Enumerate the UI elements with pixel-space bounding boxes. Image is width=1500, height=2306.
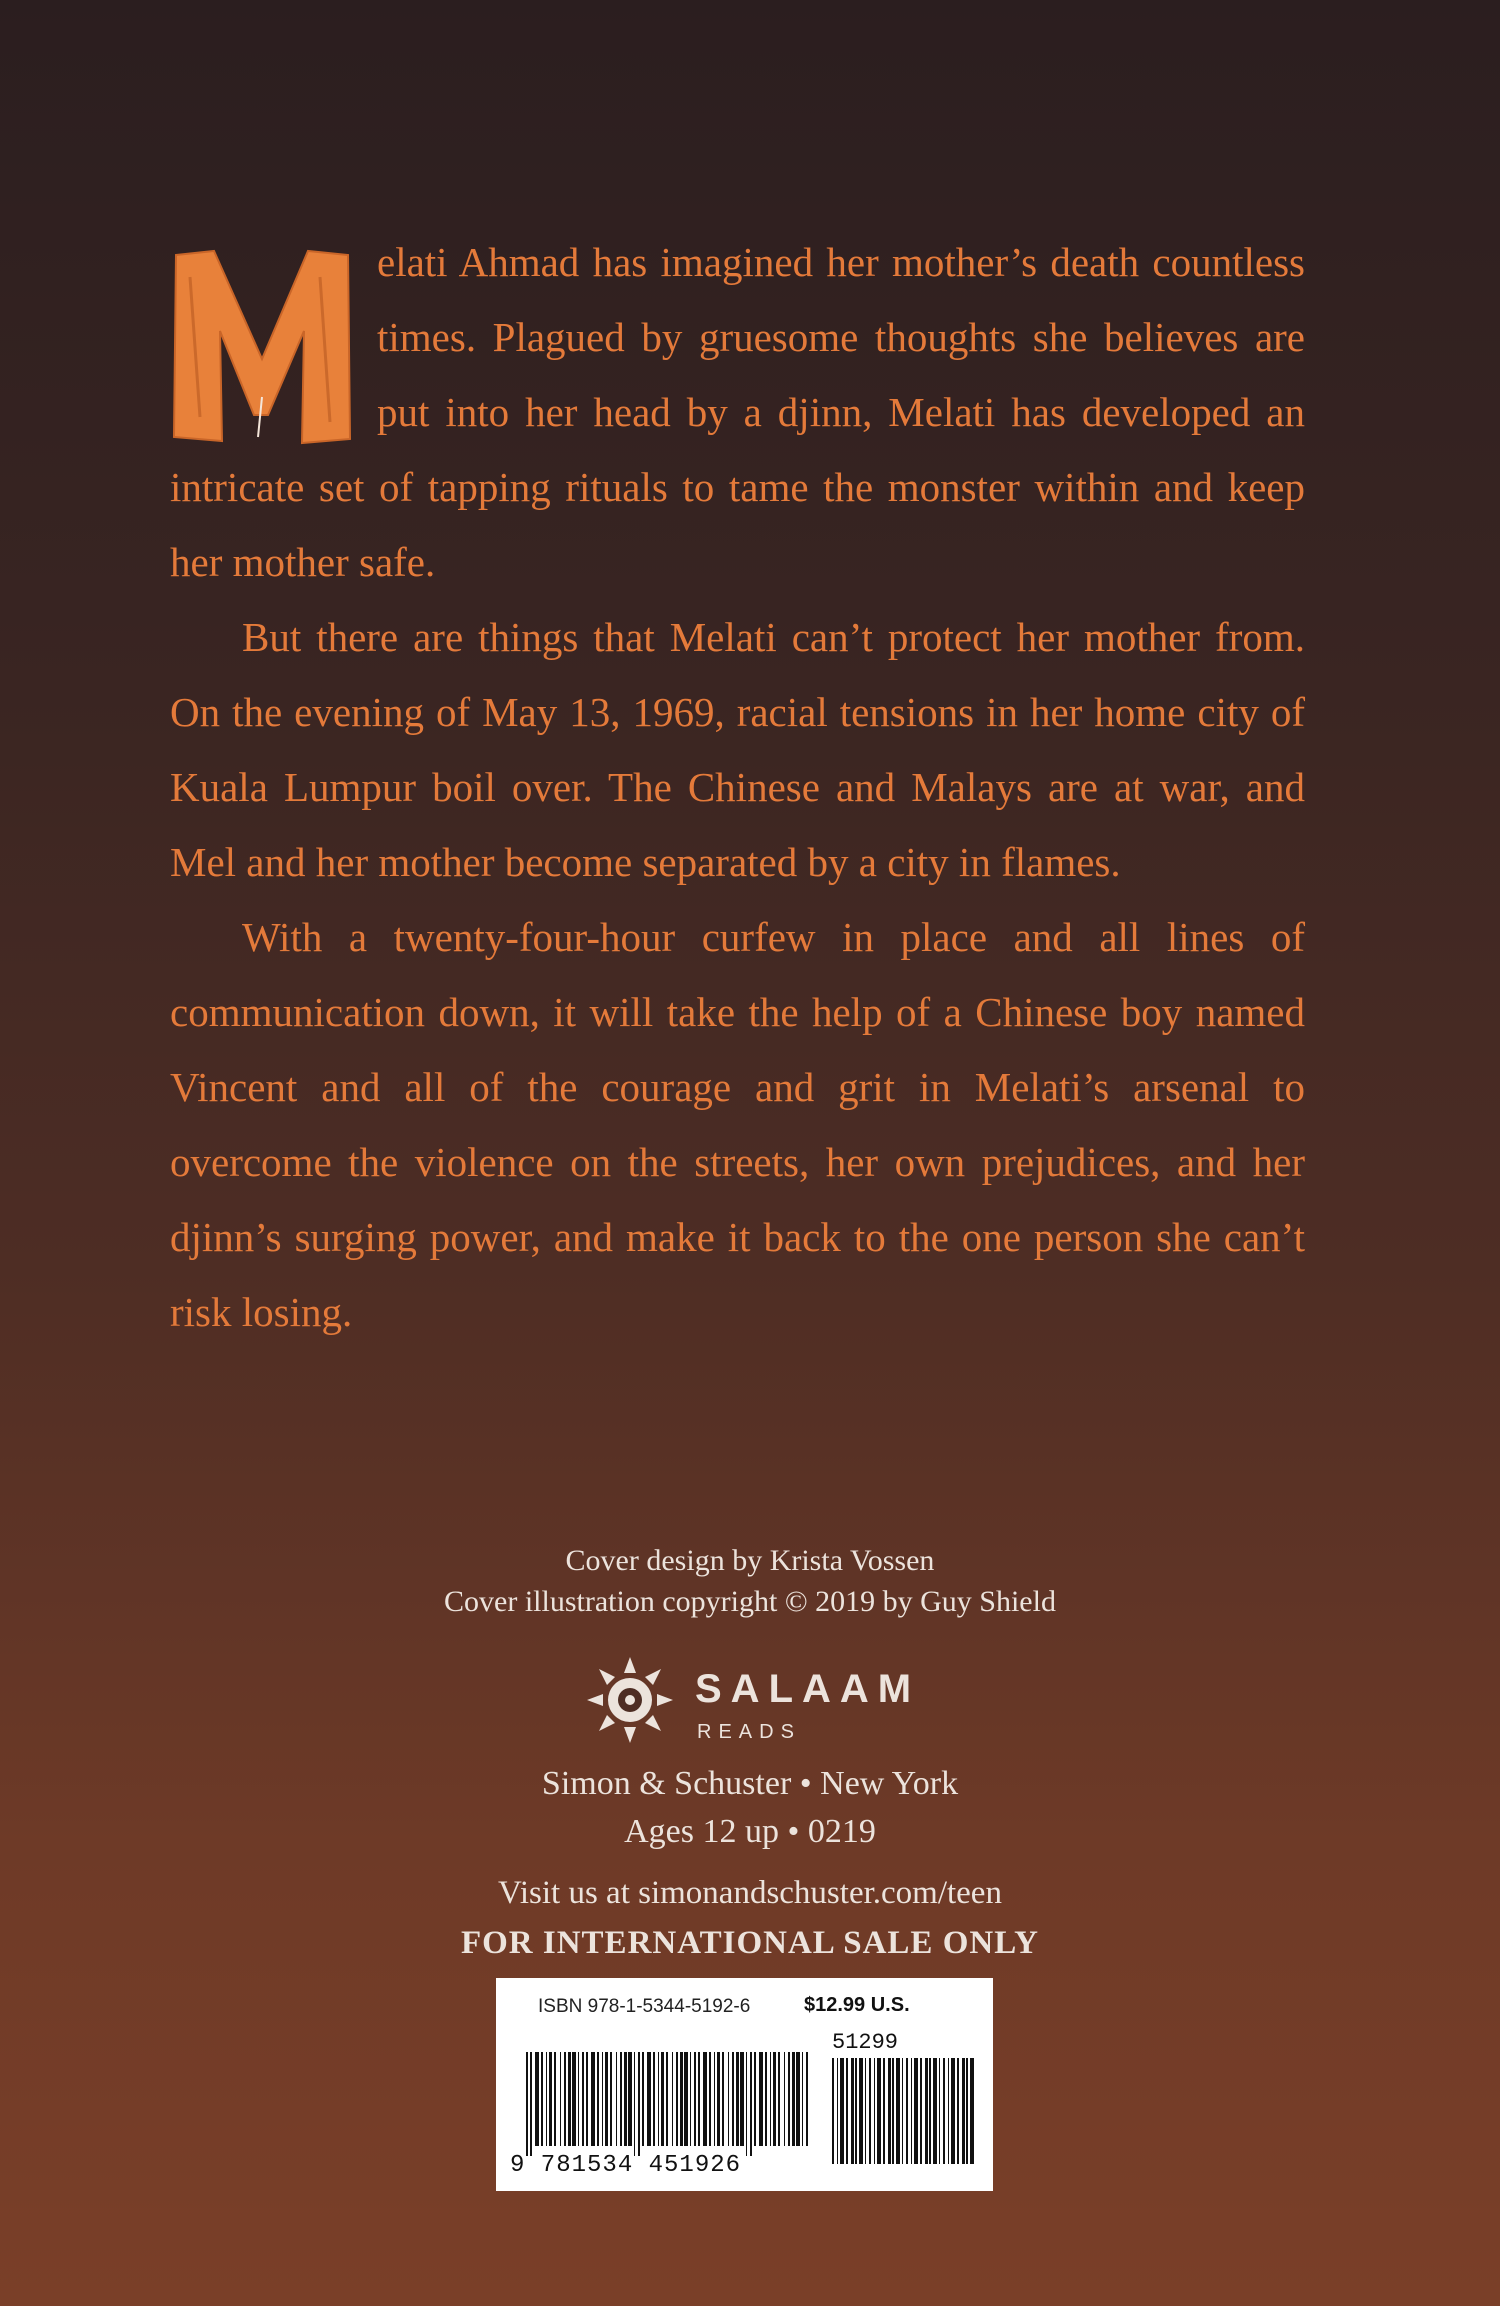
cover-illustration-credit: Cover illustration copyright © 2019 by Guy Shield [444,1585,1056,1618]
international-sale-notice: FOR INTERNATIONAL SALE ONLY [460,1925,1040,1961]
price-label: $12.99 U.S. [804,1994,910,2016]
dropcap-letter: M [170,247,171,248]
website-info [0,1868,1500,1968]
cover-credits [0,1540,1500,1622]
star-medallion-icon [585,1655,675,1745]
publisher-line: Simon & Schuster • New York [541,1765,959,1802]
dropcap-m-icon [170,247,355,447]
age-range-line: Ages 12 up • 0219 [624,1813,876,1850]
imprint-subtitle: READS [697,1721,801,1743]
imprint-name: SALAAM [695,1667,921,1711]
publisher-info [0,1760,1500,1856]
blurb-paragraph-1: elati Ahmad has imagined her mother’s death countless times. Plagued by gruesome thoughts she believes are put into her head by a djinn, Melati has developed an intricate set of tapping rituals to tame the monster within and keep her mother safe. [170,239,1305,585]
ean-barcode-icon [512,2052,812,2156]
website-line: Visit us at simonandschuster.com/teen [498,1875,1002,1911]
blurb-text [170,225,1305,1350]
isbn-number: ISBN 978-1-5344-5192-6 [538,1996,751,2017]
price-addon-code: 51299 [832,2030,899,2055]
barcode-panel [496,1978,993,2191]
blurb-paragraph-3: With a twenty-four-hour curfew in place and all lines of communication down, it will take the help of a Chinese boy named Vincent and all of the courage and grit in Melati’s arsenal to overcome the violence on the streets, her own prejudices, and her djinn’s surging power, and make it back to the one person she can’t risk losing. [170,914,1305,1335]
salaam-reads-logo [585,1655,921,1755]
addon-barcode-icon [828,2058,978,2174]
cover-design-credit: Cover design by Krista Vossen [565,1544,935,1577]
blurb-paragraph-2: But there are things that Melati can’t protect her mother from. On the evening of May 13, 1969, racial tensions in her home city of Kuala Lumpur boil over. The Chinese and Malays are at war, and Mel and her mother become separated by a city in flames. [170,614,1305,885]
ean-digits: 9 781534 451926 [510,2152,742,2179]
